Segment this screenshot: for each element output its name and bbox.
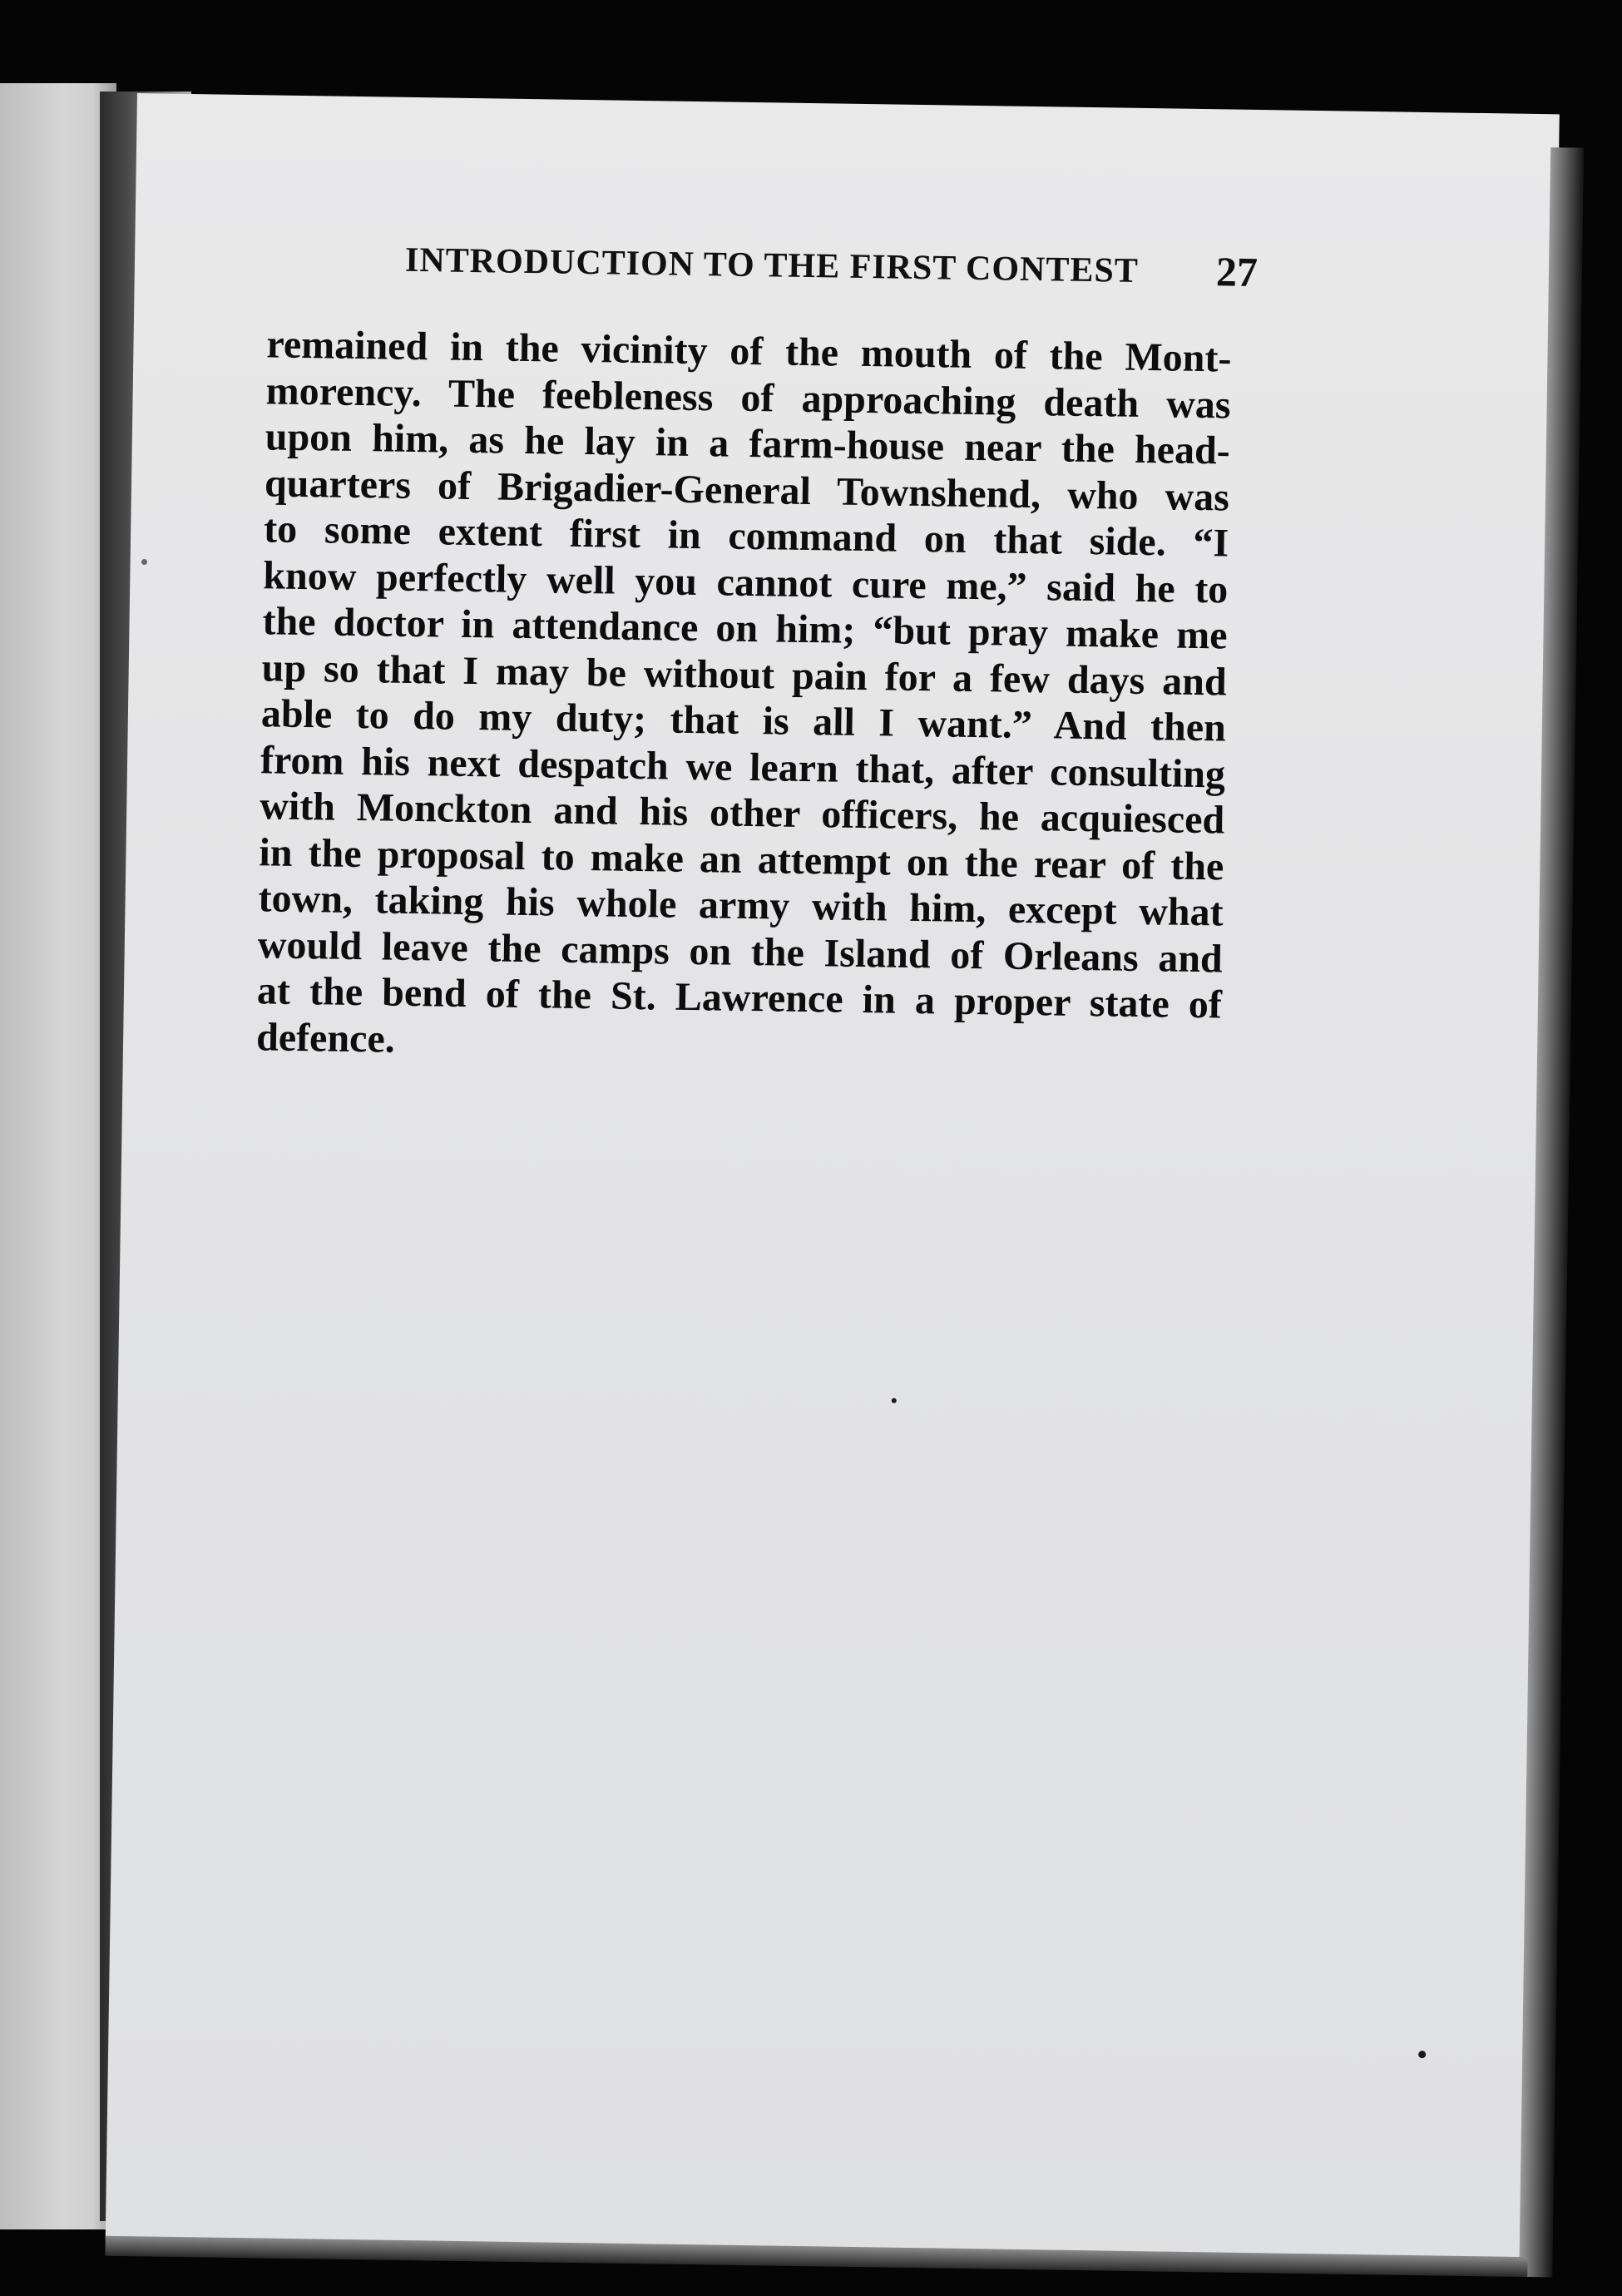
text-line: upon him, as he lay in a farm-house near the head- (265, 414, 1231, 473)
text-line: up so that I may be without pain for a few days and (261, 645, 1228, 705)
text-line: to some extent first in command on that side. “I (263, 507, 1229, 566)
text-line: in the proposal to make an attempt on the rear of the (259, 829, 1224, 888)
text-line: defence. (255, 1014, 396, 1061)
text-line: at the bend of the St. Lawrence in a proper state of (256, 968, 1223, 1027)
dust-speck (1418, 2051, 1426, 2058)
text-line: remained in the vicinity of the mouth of the Mont- (266, 322, 1232, 381)
text-line: know perfectly well you cannot cure me,” said he to (263, 552, 1229, 612)
text-line: with Monckton and his other officers, he acquiesced (259, 784, 1225, 843)
text-line: from his next despatch we learn that, after consulting (260, 737, 1226, 796)
text-line: the doctor in attendance on him; “but pray make me (262, 599, 1228, 658)
running-head: INTRODUCTION TO THE FIRST CONTEST (404, 240, 1140, 290)
dust-speck (141, 559, 147, 565)
text-line: able to do my duty; that is all I want.” And then (260, 691, 1227, 750)
text-line: town, taking his whole army with him, except what (258, 876, 1224, 935)
text-line: morency. The feebleness of approaching death was (265, 368, 1231, 428)
page-right-edge (1519, 147, 1584, 2277)
text-line: would leave the camps on the Island of Orleans and (257, 922, 1224, 981)
page-bottom-edge (105, 2236, 1527, 2277)
left-page-fragment (0, 83, 116, 2229)
text-line: quarters of Brigadier-General Townshend, who was (264, 460, 1230, 520)
book-page (106, 93, 1560, 2260)
body-text (256, 321, 1232, 1074)
dust-speck (892, 1398, 897, 1403)
page-number: 27 (1215, 248, 1259, 296)
